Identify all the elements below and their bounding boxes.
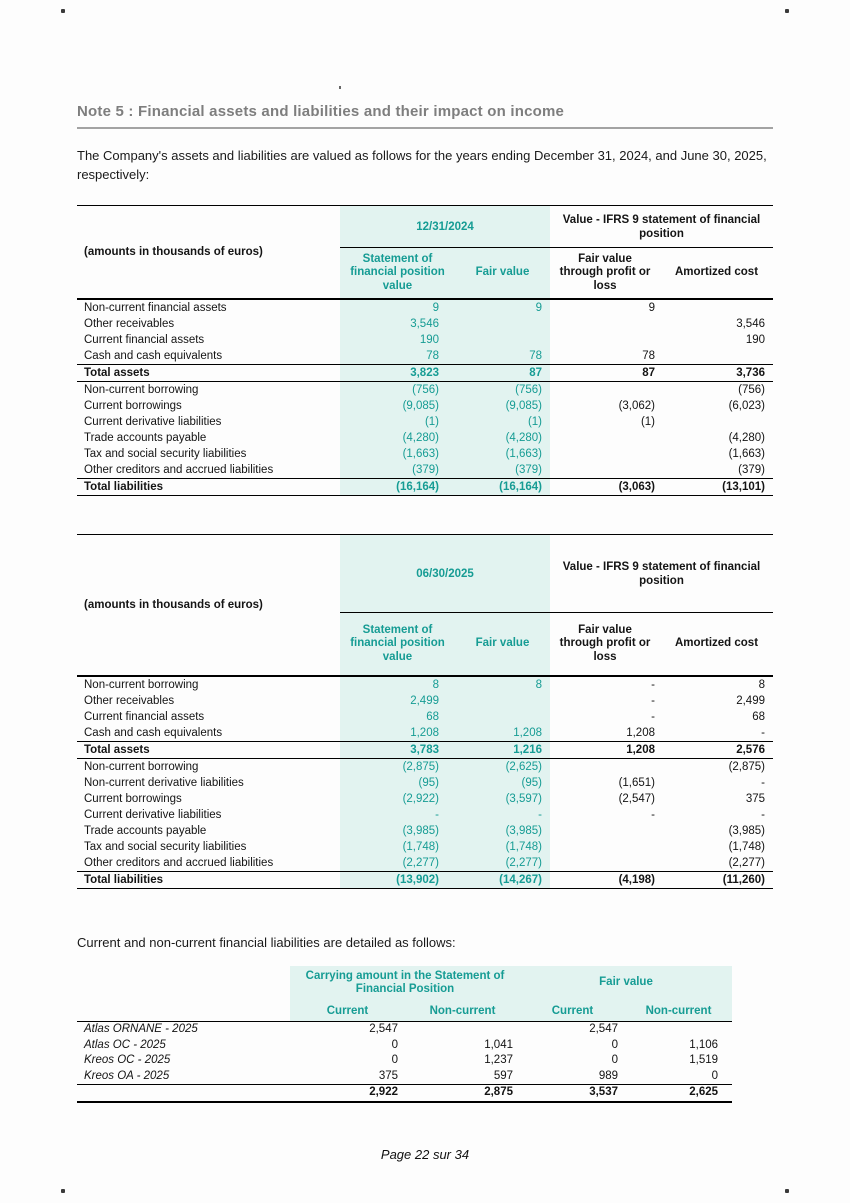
row-label: Non-current derivative liabilities	[84, 776, 244, 789]
data-row	[77, 446, 773, 462]
value-cell: (379)	[340, 462, 455, 479]
value-cell	[550, 759, 660, 776]
data-row	[77, 1053, 732, 1069]
value-cell: (95)	[455, 775, 550, 791]
value-cell	[625, 1022, 732, 1038]
row-label: Current derivative liabilities	[84, 415, 222, 428]
row-label: Kreos OA - 2025	[84, 1069, 170, 1082]
data-row	[77, 823, 773, 839]
column-header-statement-value: Statement of financial position value	[340, 613, 455, 677]
value-cell: (1,748)	[728, 840, 765, 853]
row-label: Total assets	[77, 365, 340, 382]
note-title: Note 5 : Financial assets and liabilities and their impact on income	[77, 103, 773, 129]
value-cell: 2,625	[625, 1085, 732, 1102]
table-body-2025	[77, 676, 773, 889]
value-cell: 597	[493, 1069, 513, 1082]
value-cell: -	[761, 726, 765, 739]
value-cell: (1)	[455, 414, 550, 430]
value-cell	[550, 823, 660, 839]
value-cell: 9	[455, 299, 550, 316]
value-cell	[550, 855, 660, 872]
data-row	[77, 709, 773, 725]
row-label: Non-current borrowing	[84, 760, 199, 773]
liabilities-table-body	[77, 1022, 732, 1102]
column-header-non-current: Non-current	[625, 1000, 732, 1022]
value-cell: 8	[340, 676, 455, 693]
row-label: Current borrowings	[84, 792, 182, 805]
row-label: Current derivative liabilities	[84, 808, 222, 821]
row-label: Other receivables	[84, 694, 175, 707]
value-cell: 1,208	[626, 726, 655, 739]
value-cell	[550, 839, 660, 855]
value-cell: (95)	[340, 775, 455, 791]
total-row	[77, 365, 773, 382]
data-row	[77, 725, 773, 742]
value-cell: 2,499	[736, 694, 765, 707]
value-cell: 1,216	[455, 742, 550, 759]
value-cell: (3,063)	[550, 479, 660, 496]
data-row	[77, 332, 773, 348]
group-header-fair-value: Fair value	[520, 966, 732, 1000]
value-cell: 2,576	[660, 742, 773, 759]
row-label: Tax and social security liabilities	[84, 840, 247, 853]
intro-paragraph: The Company's assets and liabilities are valued as follows for the years ending December 31, 2024, and June 30, 2025, respectively:	[77, 148, 767, 182]
value-cell	[455, 332, 550, 348]
row-label: Other creditors and accrued liabilities	[84, 856, 274, 869]
value-cell: -	[340, 807, 455, 823]
value-cell: 3,823	[340, 365, 455, 382]
value-cell: (4,280)	[728, 431, 765, 444]
value-cell: 0	[391, 1038, 398, 1051]
row-label: Other creditors and accrued liabilities	[84, 463, 274, 476]
value-cell: (2,625)	[455, 759, 550, 776]
scan-speck	[339, 86, 341, 89]
period-date-header: 12/31/2024	[340, 206, 550, 248]
row-label: Tax and social security liabilities	[84, 447, 247, 460]
value-cell: (2,277)	[728, 856, 765, 869]
value-cell: (2,875)	[340, 759, 455, 776]
value-cell: 3,537	[520, 1085, 625, 1102]
value-cell: 0	[711, 1069, 719, 1082]
row-label	[77, 1085, 290, 1102]
value-cell: 1,208	[550, 742, 660, 759]
empty-header-cell	[77, 966, 290, 1022]
data-row	[77, 348, 773, 365]
amounts-unit-label: (amounts in thousands of euros)	[77, 535, 340, 677]
data-row	[77, 855, 773, 872]
row-label: Kreos OC - 2025	[84, 1054, 171, 1067]
value-cell: 1,106	[689, 1038, 719, 1051]
data-row	[77, 382, 773, 399]
value-cell: 190	[340, 332, 455, 348]
value-cell: 0	[391, 1054, 398, 1067]
financial-table-2025	[77, 534, 773, 889]
value-cell	[660, 299, 773, 316]
amounts-unit-label: (amounts in thousands of euros)	[77, 206, 340, 300]
value-cell: 1,041	[484, 1038, 513, 1051]
value-cell: 3,783	[340, 742, 455, 759]
data-row	[77, 462, 773, 479]
value-cell: -	[651, 678, 655, 691]
column-header-amortized-cost: Amortized cost	[660, 613, 773, 677]
value-cell: (756)	[455, 382, 550, 399]
value-cell: 9	[648, 301, 655, 314]
value-cell: 1,237	[484, 1054, 513, 1067]
value-cell: 2,499	[340, 693, 455, 709]
value-cell	[550, 446, 660, 462]
total-row	[77, 1085, 732, 1102]
corner-mark-icon	[785, 1189, 789, 1193]
table-header-2024	[77, 206, 773, 300]
value-cell	[550, 316, 660, 332]
value-cell: 0	[611, 1054, 618, 1067]
total-row	[77, 872, 773, 889]
value-cell: (1)	[640, 415, 655, 428]
data-row	[77, 693, 773, 709]
value-cell: (1,748)	[455, 839, 550, 855]
group-header-carrying-amount: Carrying amount in the Statement of Financial Position	[290, 966, 520, 1000]
liabilities-detail-table	[77, 966, 732, 1103]
row-label: Non-current borrowing	[84, 678, 199, 691]
value-cell: (2,547)	[618, 792, 655, 805]
value-cell: (13,101)	[660, 479, 773, 496]
value-cell: 8	[455, 676, 550, 693]
corner-mark-icon	[61, 1189, 65, 1193]
period-date-header: 06/30/2025	[340, 535, 550, 613]
row-label: Other receivables	[84, 317, 175, 330]
value-cell: (1,651)	[618, 776, 655, 789]
value-cell: (14,267)	[455, 872, 550, 889]
value-cell: 0	[611, 1038, 618, 1051]
page-content	[0, 103, 850, 1162]
value-cell: (6,023)	[728, 399, 765, 412]
value-cell: 3,736	[660, 365, 773, 382]
column-header-statement-value: Statement of financial position value	[340, 248, 455, 300]
row-label: Trade accounts payable	[84, 824, 207, 837]
value-cell: -	[761, 808, 765, 821]
data-row	[77, 791, 773, 807]
row-label: Cash and cash equivalents	[84, 349, 223, 362]
row-label: Atlas OC - 2025	[84, 1038, 166, 1051]
value-cell: (4,198)	[550, 872, 660, 889]
total-row	[77, 479, 773, 496]
value-cell	[455, 316, 550, 332]
data-row	[77, 676, 773, 693]
value-cell: (1,663)	[728, 447, 765, 460]
liabilities-table-header	[77, 966, 732, 1022]
row-label: Total assets	[77, 742, 340, 759]
value-cell: (16,164)	[455, 479, 550, 496]
value-cell	[660, 348, 773, 365]
value-cell: (2,277)	[455, 855, 550, 872]
financial-table-2024	[77, 205, 773, 496]
value-cell	[455, 693, 550, 709]
value-cell: (756)	[340, 382, 455, 399]
value-cell: (2,277)	[340, 855, 455, 872]
data-row	[77, 1038, 732, 1054]
value-cell: 87	[550, 365, 660, 382]
page-footer: Page 22 sur 34	[380, 1146, 470, 1162]
data-row	[77, 430, 773, 446]
value-cell: 9	[340, 299, 455, 316]
value-cell: (3,597)	[455, 791, 550, 807]
value-cell: (1)	[340, 414, 455, 430]
data-row	[77, 299, 773, 316]
column-header-fvtpl: Fair value through profit or loss	[550, 613, 660, 677]
value-cell	[550, 462, 660, 479]
column-header-amortized-cost: Amortized cost	[660, 248, 773, 300]
column-header-fvtpl: Fair value through profit or loss	[550, 248, 660, 300]
value-cell: (3,985)	[728, 824, 765, 837]
value-cell: (379)	[455, 462, 550, 479]
value-cell: 1,208	[455, 725, 550, 742]
value-cell: (756)	[738, 383, 765, 396]
row-label: Current financial assets	[84, 710, 205, 723]
value-cell	[660, 414, 773, 430]
row-label: Non-current borrowing	[84, 383, 199, 396]
value-cell	[550, 430, 660, 446]
corner-mark-icon	[785, 9, 789, 13]
data-row	[77, 1069, 732, 1085]
table-header-2025	[77, 535, 773, 677]
column-header-current: Current	[520, 1000, 625, 1022]
value-cell: (13,902)	[340, 872, 455, 889]
value-cell	[550, 382, 660, 399]
liabilities-intro-paragraph: Current and non-current financial liabilities are detailed as follows:	[77, 935, 456, 950]
value-cell: 375	[745, 792, 765, 805]
total-row	[77, 742, 773, 759]
value-cell: 1,208	[340, 725, 455, 742]
value-cell: (11,260)	[660, 872, 773, 889]
column-header-current: Current	[290, 1000, 405, 1022]
row-label: Non-current financial assets	[84, 301, 227, 314]
data-row	[77, 398, 773, 414]
value-cell: 3,546	[736, 317, 765, 330]
row-label: Current financial assets	[84, 333, 205, 346]
value-cell: -	[651, 710, 655, 723]
value-cell: 375	[378, 1069, 398, 1082]
value-cell: (16,164)	[340, 479, 455, 496]
value-cell: 1,519	[689, 1054, 719, 1067]
value-cell: (3,985)	[455, 823, 550, 839]
value-cell: (1,748)	[340, 839, 455, 855]
value-cell: 87	[455, 365, 550, 382]
value-cell: 78	[642, 349, 655, 362]
row-label: Current borrowings	[84, 399, 182, 412]
value-cell: (379)	[738, 463, 765, 476]
value-cell	[455, 709, 550, 725]
column-header-fair-value: Fair value	[455, 613, 550, 677]
data-row	[77, 839, 773, 855]
value-cell: -	[651, 694, 655, 707]
value-cell: (1,663)	[340, 446, 455, 462]
value-cell: 2,547	[369, 1023, 398, 1036]
value-cell: (3,985)	[340, 823, 455, 839]
row-label: Atlas ORNANE - 2025	[84, 1023, 198, 1036]
value-cell: (2,922)	[340, 791, 455, 807]
data-row	[77, 1022, 732, 1038]
column-header-fair-value: Fair value	[455, 248, 550, 300]
data-row	[77, 414, 773, 430]
value-cell: (2,875)	[728, 760, 765, 773]
row-label: Total liabilities	[77, 872, 340, 889]
value-cell: 190	[745, 333, 765, 346]
value-cell: 78	[455, 348, 550, 365]
value-cell: -	[455, 807, 550, 823]
value-cell: (4,280)	[340, 430, 455, 446]
value-cell: 8	[758, 678, 765, 691]
data-row	[77, 807, 773, 823]
ifrs9-value-header: Value - IFRS 9 statement of financial position	[550, 206, 773, 248]
value-cell: 78	[340, 348, 455, 365]
row-label: Trade accounts payable	[84, 431, 207, 444]
value-cell: 3,546	[340, 316, 455, 332]
value-cell: 989	[598, 1069, 618, 1082]
value-cell: (9,085)	[455, 398, 550, 414]
value-cell: (9,085)	[340, 398, 455, 414]
value-cell: 2,875	[405, 1085, 520, 1102]
row-label: Total liabilities	[77, 479, 340, 496]
value-cell: 68	[340, 709, 455, 725]
corner-mark-icon	[61, 9, 65, 13]
row-label: Cash and cash equivalents	[84, 726, 223, 739]
value-cell: -	[651, 808, 655, 821]
value-cell: 68	[752, 710, 765, 723]
value-cell: (4,280)	[455, 430, 550, 446]
ifrs9-value-header: Value - IFRS 9 statement of financial position	[550, 535, 773, 613]
data-row	[77, 759, 773, 776]
value-cell: (1,663)	[455, 446, 550, 462]
value-cell: -	[761, 776, 765, 789]
value-cell: 2,547	[589, 1023, 618, 1036]
column-header-non-current: Non-current	[405, 1000, 520, 1022]
value-cell	[405, 1022, 520, 1038]
value-cell: 2,922	[290, 1085, 405, 1102]
data-row	[77, 775, 773, 791]
table-body-2024	[77, 299, 773, 496]
value-cell: (3,062)	[618, 399, 655, 412]
data-row	[77, 316, 773, 332]
value-cell	[550, 332, 660, 348]
